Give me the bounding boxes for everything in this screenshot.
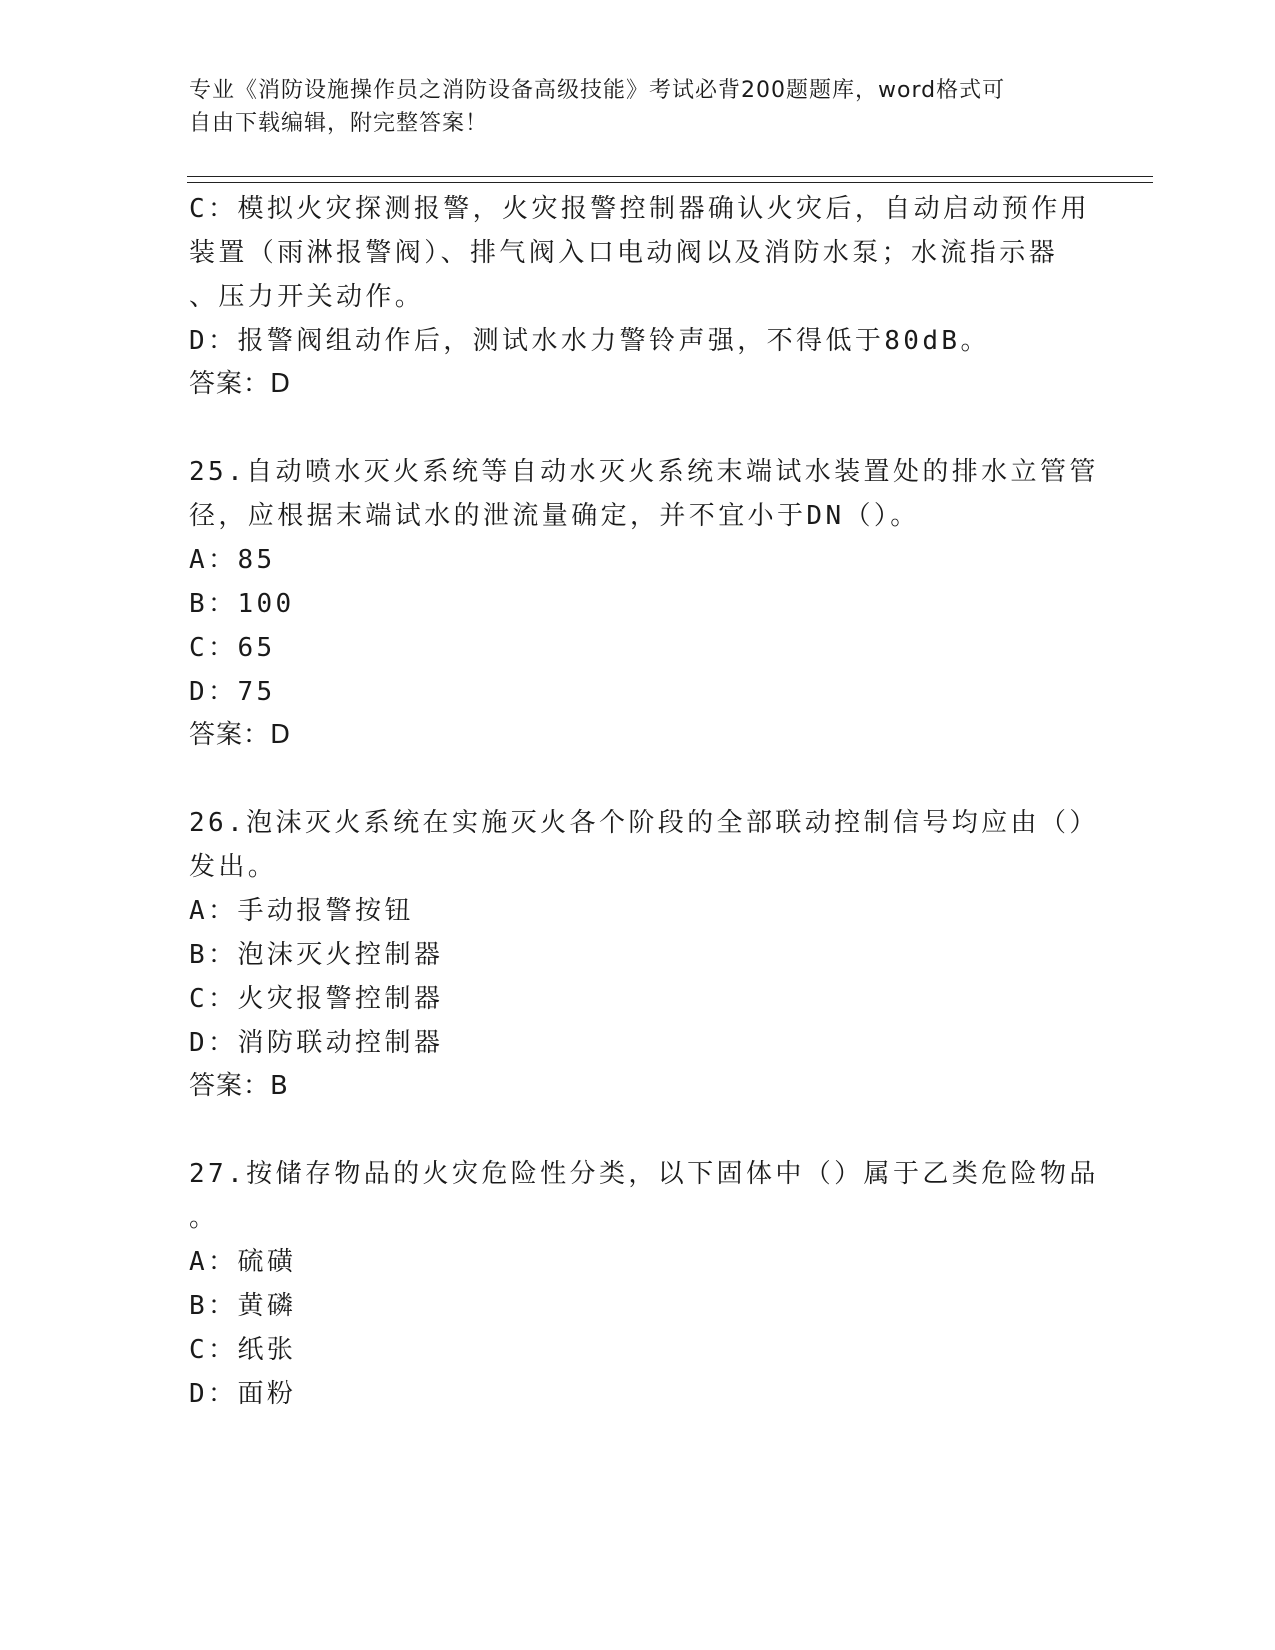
- q26-option-c: C：火灾报警控制器: [189, 984, 444, 1014]
- q27-question-line-2: 。: [189, 1203, 219, 1233]
- q26-option-d: D：消防联动控制器: [189, 1028, 444, 1058]
- q25-option-d: D：75: [189, 677, 276, 707]
- q25-question-line-2: 径，应根据末端试水的泄流量确定，并不宜小于DN（）。: [189, 501, 920, 531]
- q24-option-c-line-2: 装置（雨淋报警阀）、排气阀入口电动阀以及消防水泵；水流指示器: [189, 238, 1059, 268]
- q27-option-d: D：面粉: [189, 1379, 297, 1409]
- q26-option-a: A：手动报警按钮: [189, 896, 414, 926]
- q25-answer: 答案：D: [189, 720, 292, 750]
- q24-answer: 答案：D: [189, 369, 292, 399]
- q27-option-c: C：纸张: [189, 1335, 297, 1365]
- q24-option-c-line-3: 、压力开关动作。: [189, 282, 425, 312]
- header-divider-bottom: [187, 182, 1153, 183]
- q26-option-b: B：泡沫灭火控制器: [189, 940, 444, 970]
- q24-option-c-line-1: C：模拟火灾探测报警，火灾报警控制器确认火灾后，自动启动预作用: [189, 194, 1091, 224]
- q26-answer: 答案：B: [189, 1071, 289, 1101]
- header-line-2: 自由下载编辑，附完整答案！: [189, 111, 489, 136]
- q27-question-line-1: 27.按储存物品的火灾危险性分类，以下固体中（）属于乙类危险物品: [189, 1159, 1099, 1189]
- q27-option-b: B：黄磷: [189, 1291, 297, 1321]
- document-header: [189, 74, 1089, 140]
- q25-option-c: C：65: [189, 633, 276, 663]
- header-divider-top: [187, 176, 1153, 177]
- q24-option-d: D：报警阀组动作后，测试水水力警铃声强，不得低于80dB。: [189, 326, 990, 356]
- q25-option-a: A：85: [189, 545, 276, 575]
- q26-question-line-2: 发出。: [189, 852, 278, 882]
- q25-question-line-1: 25.自动喷水灭火系统等自动水灭火系统末端试水装置处的排水立管管: [189, 457, 1099, 487]
- q25-option-b: B：100: [189, 589, 295, 619]
- q27-option-a: A：硫磺: [189, 1247, 297, 1277]
- q26-question-line-1: 26.泡沫灭火系统在实施灭火各个阶段的全部联动控制信号均应由（）: [189, 808, 1099, 838]
- header-line-1: 专业《消防设施操作员之消防设备高级技能》考试必背200题题库，word格式可: [189, 78, 1006, 103]
